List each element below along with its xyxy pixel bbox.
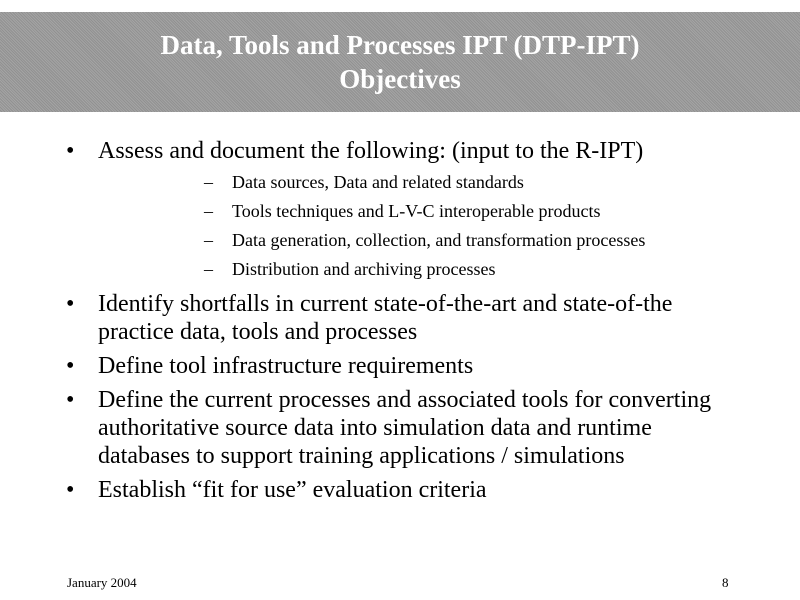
bullet-icon: • [66, 387, 75, 413]
footer-date: January 2004 [67, 575, 137, 590]
sub-bullet-item [98, 197, 740, 226]
bullet-item [0, 476, 800, 504]
sub-bullet-text: Data generation, collection, and transformation processes [232, 230, 646, 250]
bullet-icon: • [66, 291, 75, 317]
bullet-text: Identify shortfalls in current state-of-the-art and state-of-the practice data, tools and processes [98, 291, 673, 345]
bullet-item [0, 290, 800, 346]
sub-bullet-text: Distribution and archiving processes [232, 259, 496, 279]
slide-title-line-2: Objectives [339, 64, 461, 94]
page-number: 8 [722, 575, 729, 590]
bullet-item [0, 386, 800, 470]
slide-title-line-1: Data, Tools and Processes IPT (DTP-IPT) [160, 30, 640, 60]
dash-icon: – [204, 201, 213, 221]
bullet-item [0, 352, 800, 380]
sub-bullet-item [98, 168, 740, 197]
sub-bullet-item [98, 226, 740, 255]
bullet-text: Define tool infrastructure requirements [98, 353, 474, 379]
sub-bullet-list [98, 168, 740, 284]
dash-icon: – [204, 230, 213, 250]
bullet-icon: • [66, 138, 75, 164]
bullet-icon: • [66, 477, 75, 503]
bullet-icon: • [66, 353, 75, 379]
slide-body [0, 137, 800, 510]
sub-bullet-text: Tools techniques and L-V-C interoperable products [232, 201, 601, 221]
bullet-text: Define the current processes and associated tools for converting authoritative source data into simulation data and runtime databases to support training applications / simulations [98, 387, 712, 469]
dash-icon: – [204, 259, 213, 279]
bullet-text: Establish “fit for use” evaluation criteria [98, 477, 487, 503]
slide-title-banner [0, 12, 800, 112]
bullet-item [0, 137, 800, 284]
sub-bullet-item [98, 255, 740, 284]
dash-icon: – [204, 172, 213, 192]
bullet-text: Assess and document the following: (input to the R-IPT) [98, 138, 644, 164]
sub-bullet-text: Data sources, Data and related standards [232, 172, 524, 192]
